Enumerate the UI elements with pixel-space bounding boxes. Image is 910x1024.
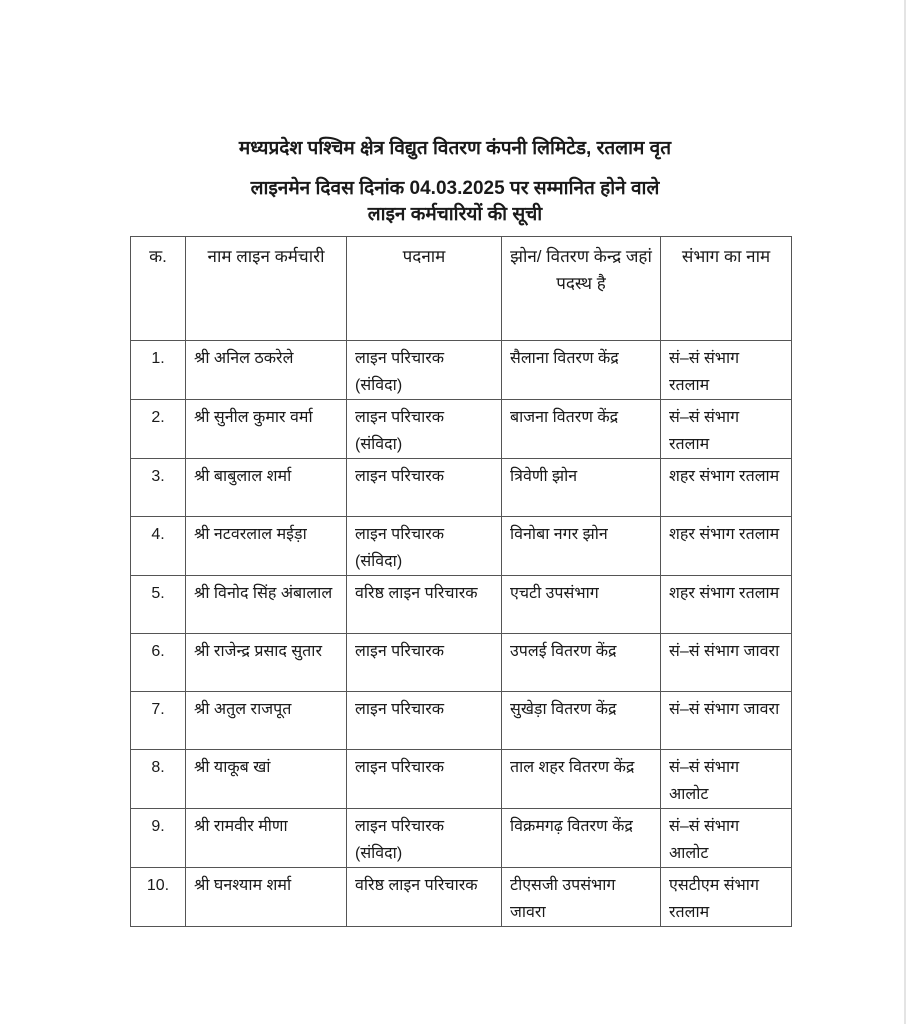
document-subtitle: लाइनमेन दिवस दिनांक 04.03.2025 पर सम्मानित होने वाले xyxy=(250,178,660,199)
zone-cell: बाजना वितरण केंद्र xyxy=(502,400,661,459)
header-designation: पदनाम xyxy=(347,237,502,341)
zone-cell: ताल शहर वितरण केंद्र xyxy=(502,750,661,809)
zone-cell: एचटी उपसंभाग xyxy=(502,576,661,634)
zone-cell: सैलाना वितरण केंद्र xyxy=(502,341,661,400)
serial-cell: 4. xyxy=(131,517,186,576)
table-row xyxy=(131,517,792,576)
designation-cell: वरिष्ठ लाइन परिचारक xyxy=(347,868,502,927)
zone-cell: उपलई वितरण केंद्र xyxy=(502,634,661,692)
header-zone: झोन/ वितरण केन्द्र जहां पदस्थ है xyxy=(502,237,661,341)
zone-cell: विनोबा नगर झोन xyxy=(502,517,661,576)
name-cell: श्री नटवरलाल मईड़ा xyxy=(186,517,347,576)
name-cell: श्री विनोद सिंह अंबालाल xyxy=(186,576,347,634)
table-row xyxy=(131,868,792,927)
designation-cell: लाइन परिचारक (संविदा) xyxy=(347,400,502,459)
designation-cell: वरिष्ठ लाइन परिचारक xyxy=(347,576,502,634)
serial-cell: 2. xyxy=(131,400,186,459)
name-cell: श्री राजेन्द्र प्रसाद सुतार xyxy=(186,634,347,692)
designation-cell: लाइन परिचारक xyxy=(347,634,502,692)
name-cell: श्री याकूब खां xyxy=(186,750,347,809)
table-row xyxy=(131,576,792,634)
division-cell: शहर संभाग रतलाम xyxy=(661,576,792,634)
serial-cell: 9. xyxy=(131,809,186,868)
table-row xyxy=(131,459,792,517)
table-row xyxy=(131,634,792,692)
serial-cell: 3. xyxy=(131,459,186,517)
designation-cell: लाइन परिचारक (संविदा) xyxy=(347,517,502,576)
serial-cell: 6. xyxy=(131,634,186,692)
zone-cell: विक्रमगढ़ वितरण केंद्र xyxy=(502,809,661,868)
serial-cell: 1. xyxy=(131,341,186,400)
division-cell: सं–सं संभाग जावरा xyxy=(661,692,792,750)
name-cell: श्री सुनील कुमार वर्मा xyxy=(186,400,347,459)
division-cell: शहर संभाग रतलाम xyxy=(661,459,792,517)
document-title: मध्यप्रदेश पश्चिम क्षेत्र विद्युत वितरण कंपनी लिमिटेड, रतलाम वृत xyxy=(238,138,672,159)
division-cell: सं–सं संभाग आलोट xyxy=(661,809,792,868)
name-cell: श्री बाबुलाल शर्मा xyxy=(186,459,347,517)
header-division: संभाग का नाम xyxy=(661,237,792,341)
division-cell: शहर संभाग रतलाम xyxy=(661,517,792,576)
serial-cell: 10. xyxy=(131,868,186,927)
table-row xyxy=(131,809,792,868)
division-cell: एसटीएम संभाग रतलाम xyxy=(661,868,792,927)
name-cell: श्री अतुल राजपूत xyxy=(186,692,347,750)
employee-list-table xyxy=(130,236,792,927)
division-cell: सं–सं संभाग रतलाम xyxy=(661,400,792,459)
document-subtitle-2: लाइन कर्मचारियों की सूची xyxy=(367,204,543,225)
table-row xyxy=(131,692,792,750)
zone-cell: टीएसजी उपसंभाग जावरा xyxy=(502,868,661,927)
name-cell: श्री रामवीर मीणा xyxy=(186,809,347,868)
name-cell: श्री अनिल ठकरेले xyxy=(186,341,347,400)
serial-cell: 8. xyxy=(131,750,186,809)
designation-cell: लाइन परिचारक xyxy=(347,459,502,517)
serial-cell: 7. xyxy=(131,692,186,750)
table-row xyxy=(131,750,792,809)
designation-cell: लाइन परिचारक (संविदा) xyxy=(347,809,502,868)
table-header-row xyxy=(131,237,792,341)
designation-cell: लाइन परिचारक xyxy=(347,692,502,750)
division-cell: सं–सं संभाग जावरा xyxy=(661,634,792,692)
name-cell: श्री घनश्याम शर्मा xyxy=(186,868,347,927)
table-row xyxy=(131,400,792,459)
zone-cell: सुखेड़ा वितरण केंद्र xyxy=(502,692,661,750)
zone-cell: त्रिवेणी झोन xyxy=(502,459,661,517)
table-row xyxy=(131,341,792,400)
designation-cell: लाइन परिचारक (संविदा) xyxy=(347,341,502,400)
header-serial: क. xyxy=(131,237,186,341)
header-name: नाम लाइन कर्मचारी xyxy=(186,237,347,341)
serial-cell: 5. xyxy=(131,576,186,634)
division-cell: सं–सं संभाग आलोट xyxy=(661,750,792,809)
division-cell: सं–सं संभाग रतलाम xyxy=(661,341,792,400)
designation-cell: लाइन परिचारक xyxy=(347,750,502,809)
